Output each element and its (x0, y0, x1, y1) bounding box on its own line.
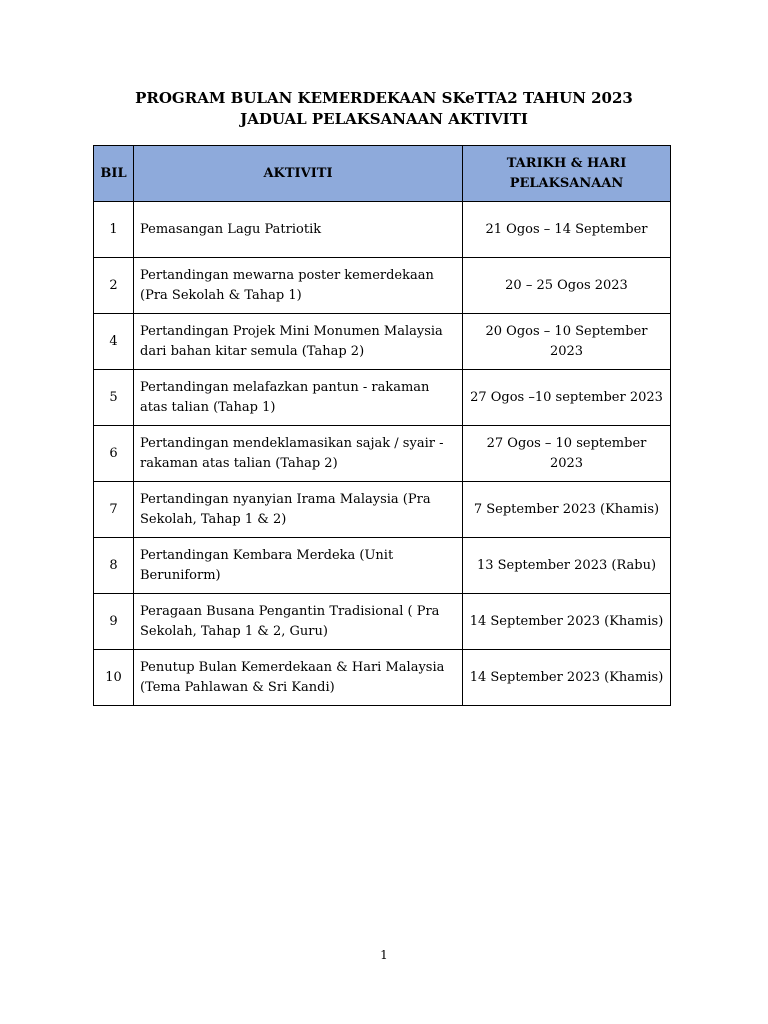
cell-bil: 5 (94, 370, 134, 426)
cell-aktiviti: Pertandingan Kembara Merdeka (Unit Beruniform) (134, 538, 463, 594)
cell-aktiviti: Peragaan Busana Pengantin Tradisional ( Pra Sekolah, Tahap 1 & 2, Guru) (134, 594, 463, 650)
header-tarikh-line-2: PELAKSANAAN (509, 175, 624, 191)
header-tarikh (463, 146, 671, 202)
cell-bil: 6 (94, 426, 134, 482)
table-row (94, 594, 671, 650)
cell-aktiviti: Pemasangan Lagu Patriotik (134, 202, 463, 258)
document-title (0, 88, 768, 130)
cell-tarikh: 21 Ogos – 14 September (463, 202, 671, 258)
table-row (94, 426, 671, 482)
title-line-1: PROGRAM BULAN KEMERDEKAAN SKeTTA2 TAHUN 2023 (135, 89, 633, 107)
cell-aktiviti: Pertandingan mendeklamasikan sajak / syair - rakaman atas talian (Tahap 2) (134, 426, 463, 482)
cell-tarikh: 14 September 2023 (Khamis) (463, 650, 671, 706)
header-aktiviti: AKTIVITI (134, 146, 463, 202)
cell-tarikh: 27 Ogos – 10 september 2023 (463, 426, 671, 482)
title-line-2: JADUAL PELAKSANAAN AKTIVITI (240, 110, 528, 128)
cell-aktiviti: Pertandingan mewarna poster kemerdekaan (Pra Sekolah & Tahap 1) (134, 258, 463, 314)
cell-bil: 2 (94, 258, 134, 314)
header-tarikh-line-1: TARIKH & HARI (506, 155, 627, 171)
cell-aktiviti: Penutup Bulan Kemerdekaan & Hari Malaysia (Tema Pahlawan & Sri Kandi) (134, 650, 463, 706)
cell-bil: 7 (94, 482, 134, 538)
cell-tarikh: 20 – 25 Ogos 2023 (463, 258, 671, 314)
table-row (94, 650, 671, 706)
table-header-row (94, 146, 671, 202)
cell-bil: 9 (94, 594, 134, 650)
cell-aktiviti: Pertandingan Projek Mini Monumen Malaysia dari bahan kitar semula (Tahap 2) (134, 314, 463, 370)
cell-tarikh: 27 Ogos –10 september 2023 (463, 370, 671, 426)
cell-aktiviti: Pertandingan melafazkan pantun - rakaman atas talian (Tahap 1) (134, 370, 463, 426)
table-row (94, 258, 671, 314)
cell-tarikh: 20 Ogos – 10 September 2023 (463, 314, 671, 370)
table-row (94, 202, 671, 258)
cell-bil: 1 (94, 202, 134, 258)
activity-schedule-table (93, 145, 671, 706)
cell-tarikh: 7 September 2023 (Khamis) (463, 482, 671, 538)
page-number: 1 (380, 948, 388, 962)
table-row (94, 314, 671, 370)
cell-bil: 4 (94, 314, 134, 370)
cell-tarikh: 13 September 2023 (Rabu) (463, 538, 671, 594)
table-row (94, 538, 671, 594)
cell-bil: 8 (94, 538, 134, 594)
cell-tarikh: 14 September 2023 (Khamis) (463, 594, 671, 650)
header-bil: BIL (94, 146, 134, 202)
table-row (94, 370, 671, 426)
cell-aktiviti: Pertandingan nyanyian Irama Malaysia (Pra Sekolah, Tahap 1 & 2) (134, 482, 463, 538)
cell-bil: 10 (94, 650, 134, 706)
table-row (94, 482, 671, 538)
